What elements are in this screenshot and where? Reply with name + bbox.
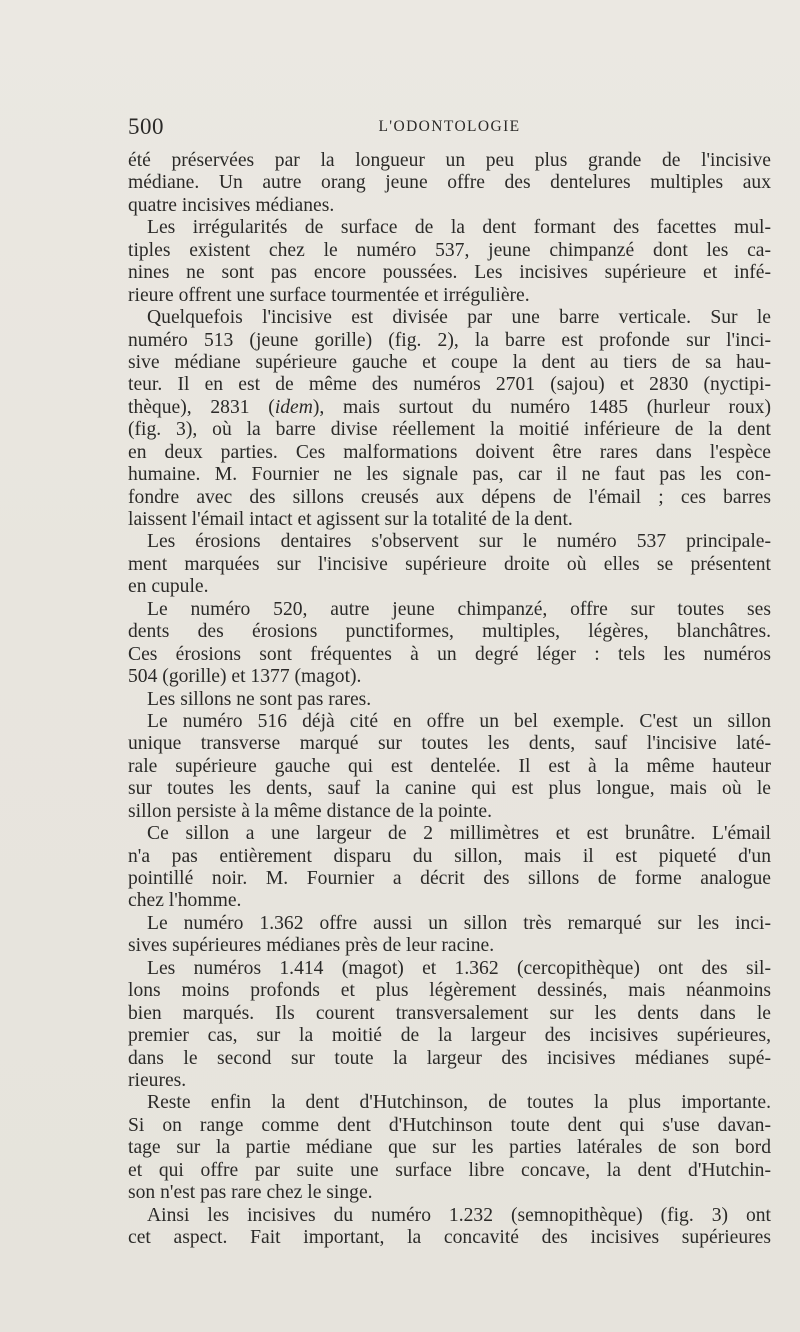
text-line: nines ne sont pas encore poussées. Les incisives supérieure et infé- [128, 262, 771, 284]
text-line: médiane. Un autre orang jeune offre des dentelures multiples aux [128, 172, 771, 194]
text-line: tage sur la partie médiane que sur les parties latérales de son bord [128, 1137, 771, 1159]
text-line: tiples existent chez le numéro 537, jeune chimpanzé dont les ca- [128, 239, 771, 261]
text-line: premier cas, sur la moitié de la largeur des incisives supérieures, [128, 1025, 771, 1047]
text-line: Reste enfin la dent d'Hutchinson, de toutes la plus importante. [147, 1092, 771, 1114]
text-line: Si on range comme dent d'Hutchinson toute dent qui s'use davan- [128, 1114, 771, 1136]
text-line: Les érosions dentaires s'observent sur le numéro 537 principale- [147, 531, 771, 553]
running-title: L'ODONTOLOGIE [378, 118, 521, 135]
text-line: lons moins profonds et plus légèrement dessinés, mais néanmoins [128, 980, 771, 1002]
text-line: numéro 513 (jeune gorille) (fig. 2), la barre est profonde sur l'inci- [128, 329, 771, 351]
text-line: sillon persiste à la même distance de la pointe. [128, 800, 493, 822]
text-line: Les irrégularités de surface de la dent formant des facettes mul- [147, 217, 771, 239]
text-line: cet aspect. Fait important, la concavité des incisives supérieures [128, 1227, 771, 1248]
text-line: dans le second sur toute la largeur des incisives médianes supé- [128, 1047, 771, 1069]
text-line: rieure offrent une surface tourmentée et irrégulière. [128, 284, 530, 306]
text-line: Le numéro 520, autre jeune chimpanzé, offre sur toutes ses [147, 598, 771, 620]
text-line: thèque), 2831 (idem), mais surtout du numéro 1485 (hurleur roux) [128, 396, 771, 418]
text-line: été préservées par la longueur un peu plus grande de l'incisive [128, 150, 771, 171]
text-line: en deux parties. Ces malformations doivent être rares dans l'espèce [128, 441, 771, 463]
body-text [128, 150, 771, 1249]
text-line: teur. Il en est de même des numéros 2701 (sajou) et 2830 (nyctipi- [128, 374, 771, 396]
text-line: n'a pas entièrement disparu du sillon, mais il est piqueté d'un [128, 845, 771, 867]
text-line: Les sillons ne sont pas rares. [147, 688, 372, 710]
text-line: Ainsi les incisives du numéro 1.232 (semnopithèque) (fig. 3) ont [147, 1204, 771, 1226]
text-line: sive médiane supérieure gauche et coupe la dent au tiers de sa hau- [128, 351, 771, 373]
italic-word: idem [274, 396, 313, 418]
text-line: quatre incisives médianes. [128, 194, 335, 216]
text-line: son n'est pas rare chez le singe. [128, 1182, 373, 1204]
text-line: et qui offre par suite une surface libre concave, la dent d'Hutchin- [128, 1159, 771, 1181]
page-header [128, 112, 771, 142]
text-line: fondre avec des sillons creusés aux dépens de l'émail ; ces barres [128, 486, 771, 508]
text-line: bien marqués. Ils courent transversalement sur les dents dans le [128, 1002, 771, 1024]
text-line: en cupule. [128, 576, 209, 598]
text-line: Ce sillon a une largeur de 2 millimètres et est brunâtre. L'émail [147, 823, 771, 845]
text-line: laissent l'émail intact et agissent sur la totalité de la dent. [128, 509, 573, 530]
text-line: chez l'homme. [128, 890, 242, 912]
text-line: unique transverse marqué sur toutes les dents, sauf l'incisive laté- [128, 733, 771, 755]
text-line: pointillé noir. M. Fournier a décrit des sillons de forme analogue [128, 868, 771, 889]
text-line: Le numéro 516 déjà cité en offre un bel exemple. C'est un sillon [147, 710, 771, 732]
text-line: Les numéros 1.414 (magot) et 1.362 (cercopithèque) ont des sil- [147, 957, 771, 979]
text-line: Quelquefois l'incisive est divisée par une barre verticale. Sur le [147, 307, 771, 329]
text-line: humaine. M. Fournier ne les signale pas, car il ne faut pas les con- [128, 464, 771, 486]
text-line: (fig. 3), où la barre divise réellement la moitié inférieure de la dent [128, 419, 771, 441]
text-line: Le numéro 1.362 offre aussi un sillon très remarqué sur les inci- [147, 912, 771, 934]
text-line: 504 (gorille) et 1377 (magot). [128, 666, 362, 688]
text-line: rieures. [128, 1069, 187, 1091]
text-line: sives supérieures médianes près de leur racine. [128, 935, 495, 957]
text-line: Ces érosions sont fréquentes à un degré léger : tels les numéros [128, 643, 771, 665]
text-line: rale supérieure gauche qui est dentelée. Il est à la même hauteur [128, 755, 771, 777]
text-line: dents des érosions punctiformes, multiples, légères, blanchâtres. [128, 621, 771, 643]
text-line: sur toutes les dents, sauf la canine qui est plus longue, mais où le [128, 778, 771, 800]
text-line: ment marquées sur l'incisive supérieure droite où elles se présentent [128, 553, 771, 575]
page-number: 500 [128, 114, 164, 139]
